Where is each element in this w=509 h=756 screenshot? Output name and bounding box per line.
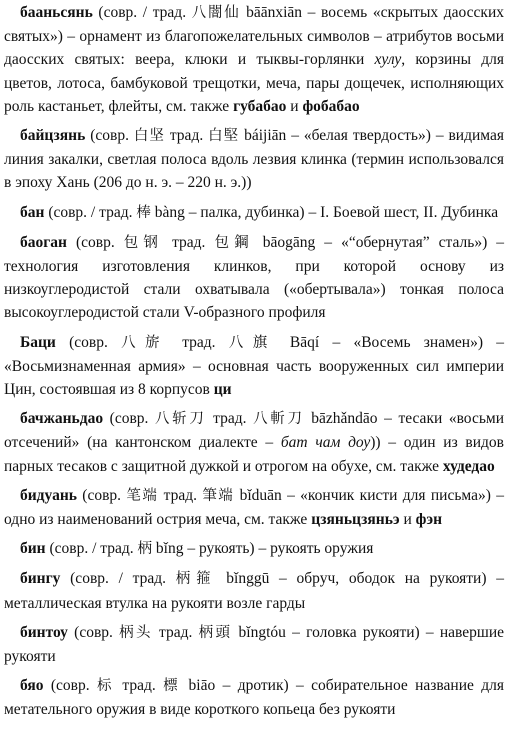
entry-text: )) – один из видов парных тесаков с защитной дужкой и отрогом на обухе, см. также [4,434,504,475]
entry-headword: бяо [20,677,44,695]
entry-text: biāo – дротик) – собирательное название для метательного оружия в виде короткого копьеца без рукояти [4,677,505,719]
entry-cross-reference: цзяньцзяньэ [311,511,400,529]
entry-hanzi: 標 [163,678,182,695]
entry-text: bāānxiān – восемь «скрытых даосских святых») – орнамент из благопожелательных символов – атрибутов восьми даосских святых: веера, клюки и тыквы-горлянки [4,4,504,69]
entry-hanzi: 包鋼 [214,234,254,251]
entry-hanzi: 八旂 [121,334,169,351]
entry-headword: бачжаньдао [20,410,104,428]
dictionary-entry [4,621,504,668]
entry-hanzi: 柄 [137,541,153,558]
entry-headword: бингу [20,570,61,588]
entry-text: bǐnggū – обруч, ободок на рукояти) – металлическая втулка на рукояти возле гарды [4,570,504,612]
entry-text: bāogāng – «“обернутая” сталь») – технология изготовления клинков, при которой основу из низкоуглеродистой стали охватывала («обертывала») тонкая полоса высокоуглеродистой стали V-образного профиля [4,233,505,322]
dictionary-entry [4,674,504,721]
entry-headword: бааньсянь [20,4,93,21]
entry-text: (совр. [43,677,97,695]
entry-text: трад. [115,677,164,695]
entry-italic-term: бат чам доу [280,434,371,452]
entry-text: трад. [206,410,254,428]
entry-hanzi: 八闇仙 [191,5,241,21]
entry-cross-reference: губабао [233,97,287,115]
entry-text: Bāqí – «Восемь знамен») – «Восьмизнаменная армия» – основная часть вооруженных сил империи Цин, состоявшая из 8 корпусов [4,333,505,399]
dictionary-entry [4,201,504,225]
entry-headword: бинтоу [20,623,68,641]
entry-text: bǐngtóu – головка рукояти) – навершие рукояти [4,623,505,666]
entry-text: bǐng – рукоять) – рукоять оружия [152,540,374,558]
entry-text: трад. [163,233,215,251]
entry-text: трад. [158,486,203,504]
entry-text: , корзины для цветов, лотоса, бамбуковой трещотки, меча, пары дощечек, исполняющих роль кастаньет, флейты, см. также [4,51,504,115]
entry-text: bàng – палка, дубинка) – I. Боевой шест, II. Дубинка [150,203,499,221]
entry-text: и [286,97,303,115]
entry-hanzi: 标 [97,678,116,695]
entry-headword: баоган [20,233,67,251]
entry-hanzi: 白坚 [133,128,165,145]
dictionary-entry [4,331,504,402]
entry-headword: бидуань [20,486,77,504]
entry-cross-reference: худедао [442,457,495,475]
entry-hanzi: 包钢 [123,234,164,251]
entry-hanzi: 八旗 [228,334,277,351]
dictionary-entry [4,124,504,195]
entry-text: трад. [164,127,209,145]
entry-hanzi: 白堅 [208,128,240,145]
entry-headword: Баци [20,333,56,351]
entry-cross-reference: фэн [415,511,443,529]
entry-hanzi: 筆端 [202,487,235,504]
entry-hanzi: 八斬刀 [253,411,305,428]
entry-hanzi: 八斩刀 [154,411,207,428]
entry-hanzi: 柄頭 [198,624,233,641]
entry-text: (совр. [76,486,127,504]
entry-text: (совр. / трад. [60,570,176,588]
dictionary-page [0,1,509,756]
entry-text: (совр. [103,410,155,428]
entry-text: и [399,511,416,529]
entry-text: (совр. / трад. [92,4,192,21]
entry-list [4,1,504,722]
entry-text: (совр. [67,623,120,641]
entry-hanzi: 棒 [136,204,151,221]
dictionary-entry [4,1,504,118]
entry-hanzi: 柄箍 [175,571,217,588]
entry-cross-reference: ци [213,381,232,399]
dictionary-entry [4,231,504,325]
dictionary-entry [4,537,504,561]
entry-hanzi: 柄头 [119,624,153,641]
entry-text: bǐduān – «кончик кисти для письма») – одно из наименований острия меча, см. также [4,486,504,529]
entry-text: (совр. / трад. [44,203,137,221]
entry-text: (совр. [55,333,122,351]
entry-text: (совр. / трад. [45,540,138,558]
entry-headword: бин [20,540,46,558]
entry-text: трад. [152,623,199,641]
entry-text: трад. [168,333,229,351]
entry-text: (совр. [85,127,134,145]
entry-headword: бан [20,203,45,221]
dictionary-entry [4,567,504,614]
entry-headword: байцзянь [20,127,86,145]
entry-cross-reference: фобабао [302,97,360,115]
dictionary-entry [4,484,504,531]
entry-text: bāzhǎndāo – тесаки «восьми отсечений» (на кантонском диалекте – [4,410,504,452]
entry-text: (совр. [66,233,124,251]
entry-text: báijiān – «белая твердость») – видимая линия закалки, светлая полоса вдоль лезвия клинка (термин использовался в эпоху Хань (206 до н. э. – 220 н. э.)) [4,127,504,192]
dictionary-entry [4,407,504,478]
entry-italic-term: хулу [374,51,402,69]
entry-hanzi: 笔端 [126,487,159,504]
